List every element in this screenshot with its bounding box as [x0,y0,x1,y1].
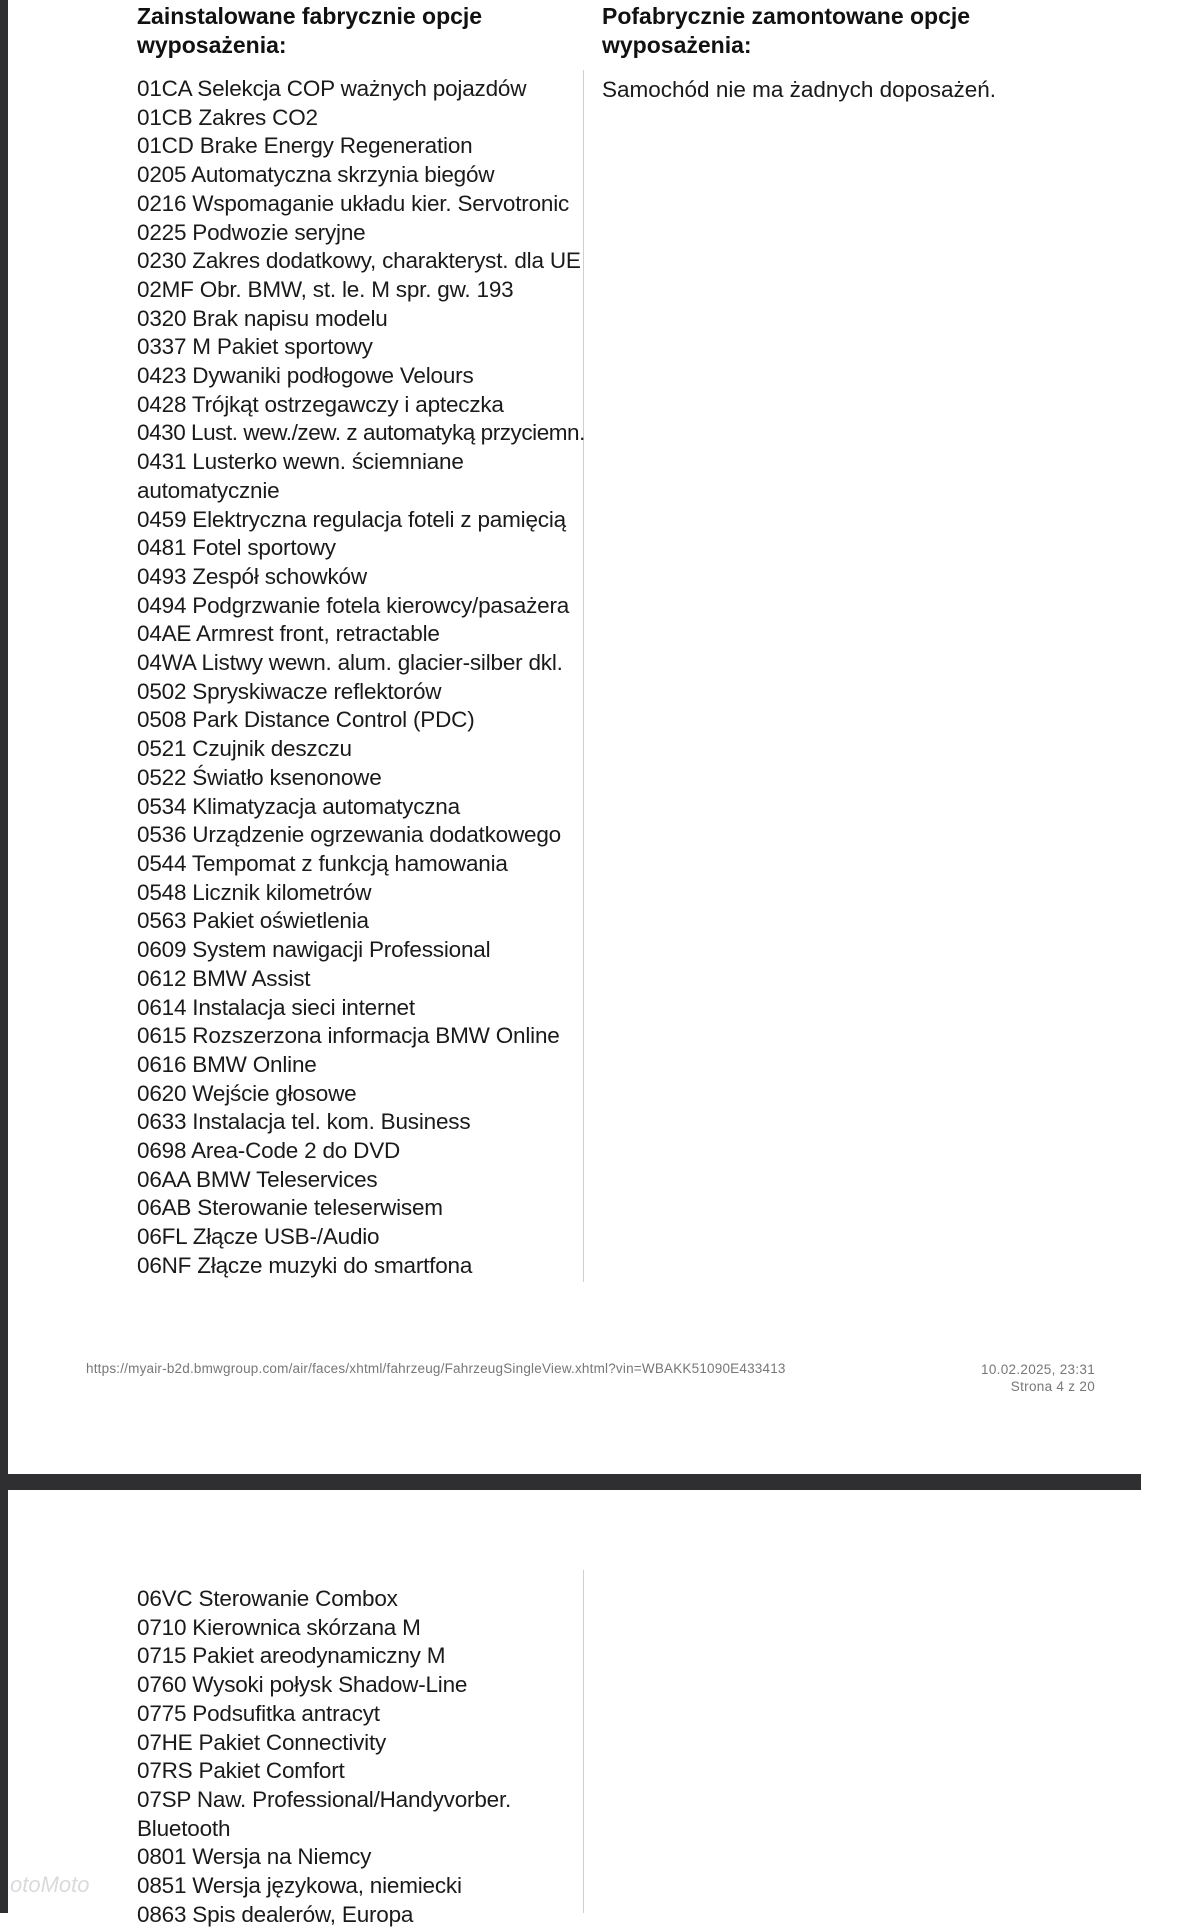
list-item: 0614 Instalacja sieci internet [137,994,415,1020]
list-item: 02MF Obr. BMW, st. le. M spr. gw. 193 [137,276,514,302]
list-item: 0459 Elektryczna regulacja foteli z pamięcią [137,506,566,532]
viewer-left-edge [0,0,8,1913]
factory-options-list-continued [137,1585,577,1929]
list-item: 07SP Naw. Professional/Handyvorber. Bluetooth [137,1786,512,1841]
list-item: 04WA Listwy wewn. alum. glacier-silber dkl. [137,650,563,676]
list-item: 0548 Licznik kilometrów [137,879,372,905]
list-item: 0225 Podwozie seryjne [137,219,366,245]
list-item: 0428 Trójkąt ostrzegawczy i apteczka [137,391,504,417]
list-item: 04AE Armrest front, retractable [137,621,440,647]
list-item: 0230 Zakres dodatkowy, charakteryst. dla UE [137,248,581,274]
list-item: 07RS Pakiet Comfort [137,1758,345,1784]
list-item: 0544 Tempomat z funkcją hamowania [137,850,508,876]
list-item: 0508 Park Distance Control (PDC) [137,707,475,733]
list-item: 0715 Pakiet areodynamiczny M [137,1643,446,1669]
list-item: 0863 Spis dealerów, Europa [137,1901,414,1927]
list-item: 07HE Pakiet Connectivity [137,1729,387,1755]
list-item: 0760 Wysoki połysk Shadow-Line [137,1672,468,1698]
viewer-right-gutter [1141,0,1179,1913]
list-item: 0494 Podgrzwanie fotela kierowcy/pasażera [137,592,570,618]
list-item: 0563 Pakiet oświetlenia [137,908,369,934]
list-item: 0615 Rozszerzona informacja BMW Online [137,1023,560,1049]
list-item: 0493 Zespół schowków [137,563,367,589]
list-item: 06VC Sterowanie Combox [137,1586,398,1611]
list-item: 0536 Urządzenie ogrzewania dodatkowego [137,822,561,848]
watermark: otoMoto [10,1872,90,1897]
list-item: 06NF Złącze muzyki do smartfona [137,1252,473,1278]
list-item: 0851 Wersja językowa, niemiecki [137,1873,462,1899]
list-item: 0612 BMW Assist [137,965,311,991]
list-item: 0423 Dywaniki podłogowe Velours [137,363,474,389]
list-item: 06AB Sterowanie teleserwisem [137,1195,443,1221]
footer-meta [981,1361,1095,1395]
list-item: 0320 Brak napisu modelu [137,305,388,331]
list-item: 06AA BMW Teleservices [137,1166,378,1192]
list-item: 0710 Kierownica skórzana M [137,1614,421,1640]
list-item: 01CA Selekcja COP ważnych pojazdów [137,76,527,101]
document-page-5 [8,1490,1141,1927]
factory-options-list [137,75,587,1281]
list-item: 0205 Automatyczna skrzynia biegów [137,162,495,188]
list-item: 0502 Spryskiwacze reflektorów [137,678,442,704]
list-item: 0431 Lusterko wewn. ściemniane automatycznie [137,449,464,503]
list-item: 01CB Zakres CO2 [137,104,318,130]
no-aftermarket-text: Samochód nie ma żadnych doposażeń. [602,77,997,102]
list-item: 0337 M Pakiet sportowy [137,334,373,360]
footer-datetime: 10.02.2025, 23:31 [981,1362,1095,1377]
footer-url: https://myair-b2d.bmwgroup.com/air/faces/xhtml/fahrzeug/FahrzeugSingleView.xhtml?vin=WBAKK51090E433413 [86,1361,786,1376]
list-item: 06FL Złącze USB-/Audio [137,1224,380,1250]
list-item: 0609 System nawigacji Professional [137,937,491,963]
column-divider [583,1570,584,1913]
list-item: 0616 BMW Online [137,1051,317,1077]
factory-options-heading: Zainstalowane fabrycznie opcje wyposażenia: [137,3,483,58]
list-item: 0522 Światło ksenonowe [137,764,382,790]
page-separator [0,1474,1179,1490]
aftermarket-options-heading: Pofabrycznie zamontowane opcje wyposażenia: [602,3,971,58]
footer-page-number: Strona 4 z 20 [1010,1379,1095,1394]
list-item: 0481 Fotel sportowy [137,535,336,561]
list-item: 0620 Wejście głosowe [137,1080,357,1106]
list-item: 0698 Area-Code 2 do DVD [137,1138,401,1164]
document-page-4 [8,0,1141,1474]
list-item: 0534 Klimatyzacja automatyczna [137,793,460,819]
list-item: 01CD Brake Energy Regeneration [137,133,473,159]
list-item: 0775 Podsufitka antracyt [137,1700,380,1726]
list-item: 0430 Lust. wew./zew. z automatyką przyciemn. [137,420,585,446]
list-item: 0216 Wspomaganie układu kier. Servotronic [137,190,570,216]
list-item: 0801 Wersja na Niemcy [137,1844,372,1870]
list-item: 0633 Instalacja tel. kom. Business [137,1109,471,1135]
list-item: 0521 Czujnik deszczu [137,736,352,762]
